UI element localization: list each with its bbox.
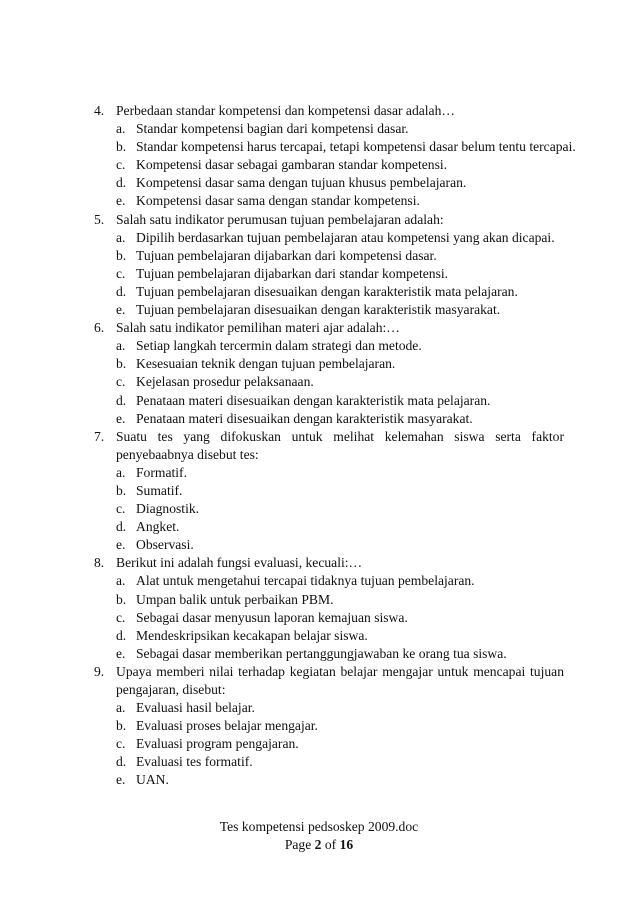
option-d bbox=[116, 174, 564, 192]
option-letter: e. bbox=[116, 302, 126, 318]
option-letter: c. bbox=[116, 265, 126, 281]
question-stem bbox=[94, 102, 564, 120]
option-letter: b. bbox=[116, 139, 127, 155]
option-list bbox=[94, 120, 576, 210]
option-letter: e. bbox=[116, 410, 126, 426]
question-stem bbox=[94, 663, 564, 699]
footer-of-word: of bbox=[324, 837, 337, 852]
option-text: Sumatif. bbox=[136, 482, 183, 498]
option-c bbox=[116, 609, 564, 627]
option-letter: a. bbox=[116, 338, 126, 354]
option-letter: c. bbox=[116, 736, 126, 752]
option-e bbox=[116, 192, 564, 210]
option-text: Tujuan pembelajaran dijabarkan dari kompetensi dasar. bbox=[136, 247, 437, 263]
option-e bbox=[116, 301, 564, 319]
question-text: Salah satu indikator pemilihan materi ajar adalah:… bbox=[116, 320, 400, 336]
option-text: Kompetensi dasar sama dengan tujuan khusus pembelajaran. bbox=[136, 175, 467, 191]
option-letter: b. bbox=[116, 247, 127, 263]
footer-filename: Tes kompetensi pedsoskep 2009.doc bbox=[219, 819, 419, 834]
option-d bbox=[116, 283, 564, 301]
question-stem bbox=[94, 554, 564, 572]
option-letter: d. bbox=[116, 519, 127, 535]
question-8 bbox=[94, 554, 564, 663]
option-text: Penataan materi disesuaikan dengan karakteristik mata pelajaran. bbox=[136, 392, 491, 408]
option-e bbox=[116, 536, 564, 554]
option-letter: d. bbox=[116, 627, 127, 643]
question-text: Berikut ini adalah fungsi evaluasi, kecuali:… bbox=[116, 555, 363, 571]
option-letter: e. bbox=[116, 645, 126, 661]
option-text: Standar kompetensi bagian dari kompetensi dasar. bbox=[136, 121, 409, 137]
footer-page-current: 2 bbox=[314, 837, 322, 852]
option-b bbox=[116, 138, 576, 156]
option-letter: c. bbox=[116, 609, 126, 625]
option-letter: a. bbox=[116, 229, 126, 245]
option-letter: c. bbox=[116, 374, 126, 390]
option-c bbox=[116, 735, 564, 753]
question-text: Upaya memberi nilai terhadap kegiatan belajar mengajar untuk mencapai tujuan pengajaran, disebut: bbox=[116, 663, 564, 697]
option-text: Dipilih berdasarkan tujuan pembelajaran atau kompetensi yang akan dicapai. bbox=[136, 229, 555, 245]
question-stem bbox=[94, 211, 564, 229]
option-letter: e. bbox=[116, 537, 126, 553]
question-number: 7. bbox=[94, 428, 105, 444]
option-text: Standar kompetensi harus tercapai, tetapi kompetensi dasar belum tentu tercapai. bbox=[136, 139, 576, 155]
option-text: Sebagai dasar menyusun laporan kemajuan siswa. bbox=[136, 609, 408, 625]
option-letter: d. bbox=[116, 283, 127, 299]
question-number: 9. bbox=[94, 663, 105, 679]
option-d bbox=[116, 753, 564, 771]
option-text: Tujuan pembelajaran dijabarkan dari standar kompetensi. bbox=[136, 265, 449, 281]
option-text: Kesesuaian teknik dengan tujuan pembelajaran. bbox=[136, 356, 396, 372]
option-text: Penataan materi disesuaikan dengan karakteristik masyarakat. bbox=[136, 410, 473, 426]
option-letter: b. bbox=[116, 718, 127, 734]
option-c bbox=[116, 265, 564, 283]
option-b bbox=[116, 482, 564, 500]
option-text: Kejelasan prosedur pelaksanaan. bbox=[136, 374, 314, 390]
option-b bbox=[116, 717, 564, 735]
option-text: Diagnostik. bbox=[136, 501, 200, 517]
option-d bbox=[116, 627, 564, 645]
option-list bbox=[94, 699, 564, 789]
option-text: Evaluasi program pengajaran. bbox=[136, 736, 299, 752]
option-text: Mendeskripsikan kecakapan belajar siswa. bbox=[136, 627, 368, 643]
option-text: Formatif. bbox=[136, 464, 187, 480]
option-c bbox=[116, 373, 564, 391]
footer-page-word: Page bbox=[284, 837, 312, 852]
option-d bbox=[116, 518, 564, 536]
question-stem bbox=[94, 428, 564, 464]
option-letter: d. bbox=[116, 175, 127, 191]
option-letter: a. bbox=[116, 573, 126, 589]
question-number: 6. bbox=[94, 320, 105, 336]
page-footer bbox=[0, 818, 638, 854]
option-a bbox=[116, 572, 564, 590]
option-list bbox=[94, 572, 564, 662]
option-b bbox=[116, 355, 564, 373]
option-a bbox=[116, 464, 564, 482]
option-a bbox=[116, 120, 564, 138]
option-text: Setiap langkah tercermin dalam strategi dan metode. bbox=[136, 338, 422, 354]
option-letter: a. bbox=[116, 464, 126, 480]
option-text: Kompetensi dasar sebagai gambaran standar kompetensi. bbox=[136, 157, 448, 173]
option-text: Tujuan pembelajaran disesuaikan dengan karakteristik masyarakat. bbox=[136, 302, 501, 318]
option-text: Alat untuk mengetahui tercapai tidaknya tujuan pembelajaran. bbox=[136, 573, 475, 589]
option-c bbox=[116, 156, 564, 174]
option-text: Sebagai dasar memberikan pertanggungjawaban ke orang tua siswa. bbox=[136, 645, 507, 661]
option-text: Evaluasi hasil belajar. bbox=[136, 700, 255, 716]
option-letter: b. bbox=[116, 482, 127, 498]
option-text: Angket. bbox=[136, 519, 180, 535]
option-letter: e. bbox=[116, 772, 126, 788]
option-list bbox=[94, 337, 564, 427]
option-text: Umpan balik untuk perbaikan PBM. bbox=[136, 591, 334, 607]
question-number: 5. bbox=[94, 211, 105, 227]
option-a bbox=[116, 337, 564, 355]
option-letter: b. bbox=[116, 591, 127, 607]
question-7 bbox=[94, 428, 564, 555]
option-text: Evaluasi tes formatif. bbox=[136, 754, 253, 770]
option-e bbox=[116, 645, 564, 663]
option-text: Kompetensi dasar sama dengan standar kompetensi. bbox=[136, 193, 420, 209]
option-e bbox=[116, 771, 564, 789]
option-list bbox=[94, 464, 564, 554]
footer-page-total: 16 bbox=[339, 837, 354, 852]
option-c bbox=[116, 500, 564, 518]
question-stem bbox=[94, 319, 564, 337]
option-letter: c. bbox=[116, 157, 126, 173]
option-b bbox=[116, 591, 564, 609]
question-4 bbox=[94, 102, 576, 211]
option-letter: b. bbox=[116, 356, 127, 372]
option-letter: a. bbox=[116, 700, 126, 716]
question-text: Suatu tes yang difokuskan untuk melihat kelemahan siswa serta faktor penyebaabnya disebut tes: bbox=[116, 428, 564, 462]
option-b bbox=[116, 247, 564, 265]
question-5 bbox=[94, 211, 564, 320]
option-text: UAN. bbox=[136, 772, 169, 788]
option-letter: d. bbox=[116, 392, 127, 408]
option-d bbox=[116, 392, 564, 410]
question-text: Perbedaan standar kompetensi dan kompetensi dasar adalah… bbox=[116, 103, 455, 118]
option-letter: d. bbox=[116, 754, 127, 770]
option-text: Evaluasi proses belajar mengajar. bbox=[136, 718, 318, 734]
option-a bbox=[116, 699, 564, 717]
option-text: Observasi. bbox=[136, 537, 194, 553]
option-letter: a. bbox=[116, 121, 126, 137]
option-list bbox=[94, 229, 564, 319]
footer-page-indicator bbox=[0, 836, 638, 854]
option-letter: e. bbox=[116, 193, 126, 209]
option-letter: c. bbox=[116, 501, 126, 517]
question-number: 8. bbox=[94, 555, 105, 571]
question-text: Salah satu indikator perumusan tujuan pembelajaran adalah: bbox=[116, 211, 444, 227]
question-9 bbox=[94, 663, 564, 790]
option-a bbox=[116, 229, 564, 247]
question-number: 4. bbox=[94, 103, 105, 118]
option-text: Tujuan pembelajaran disesuaikan dengan karakteristik mata pelajaran. bbox=[136, 283, 518, 299]
question-6 bbox=[94, 319, 564, 428]
question-list bbox=[94, 102, 576, 790]
option-e bbox=[116, 410, 564, 428]
